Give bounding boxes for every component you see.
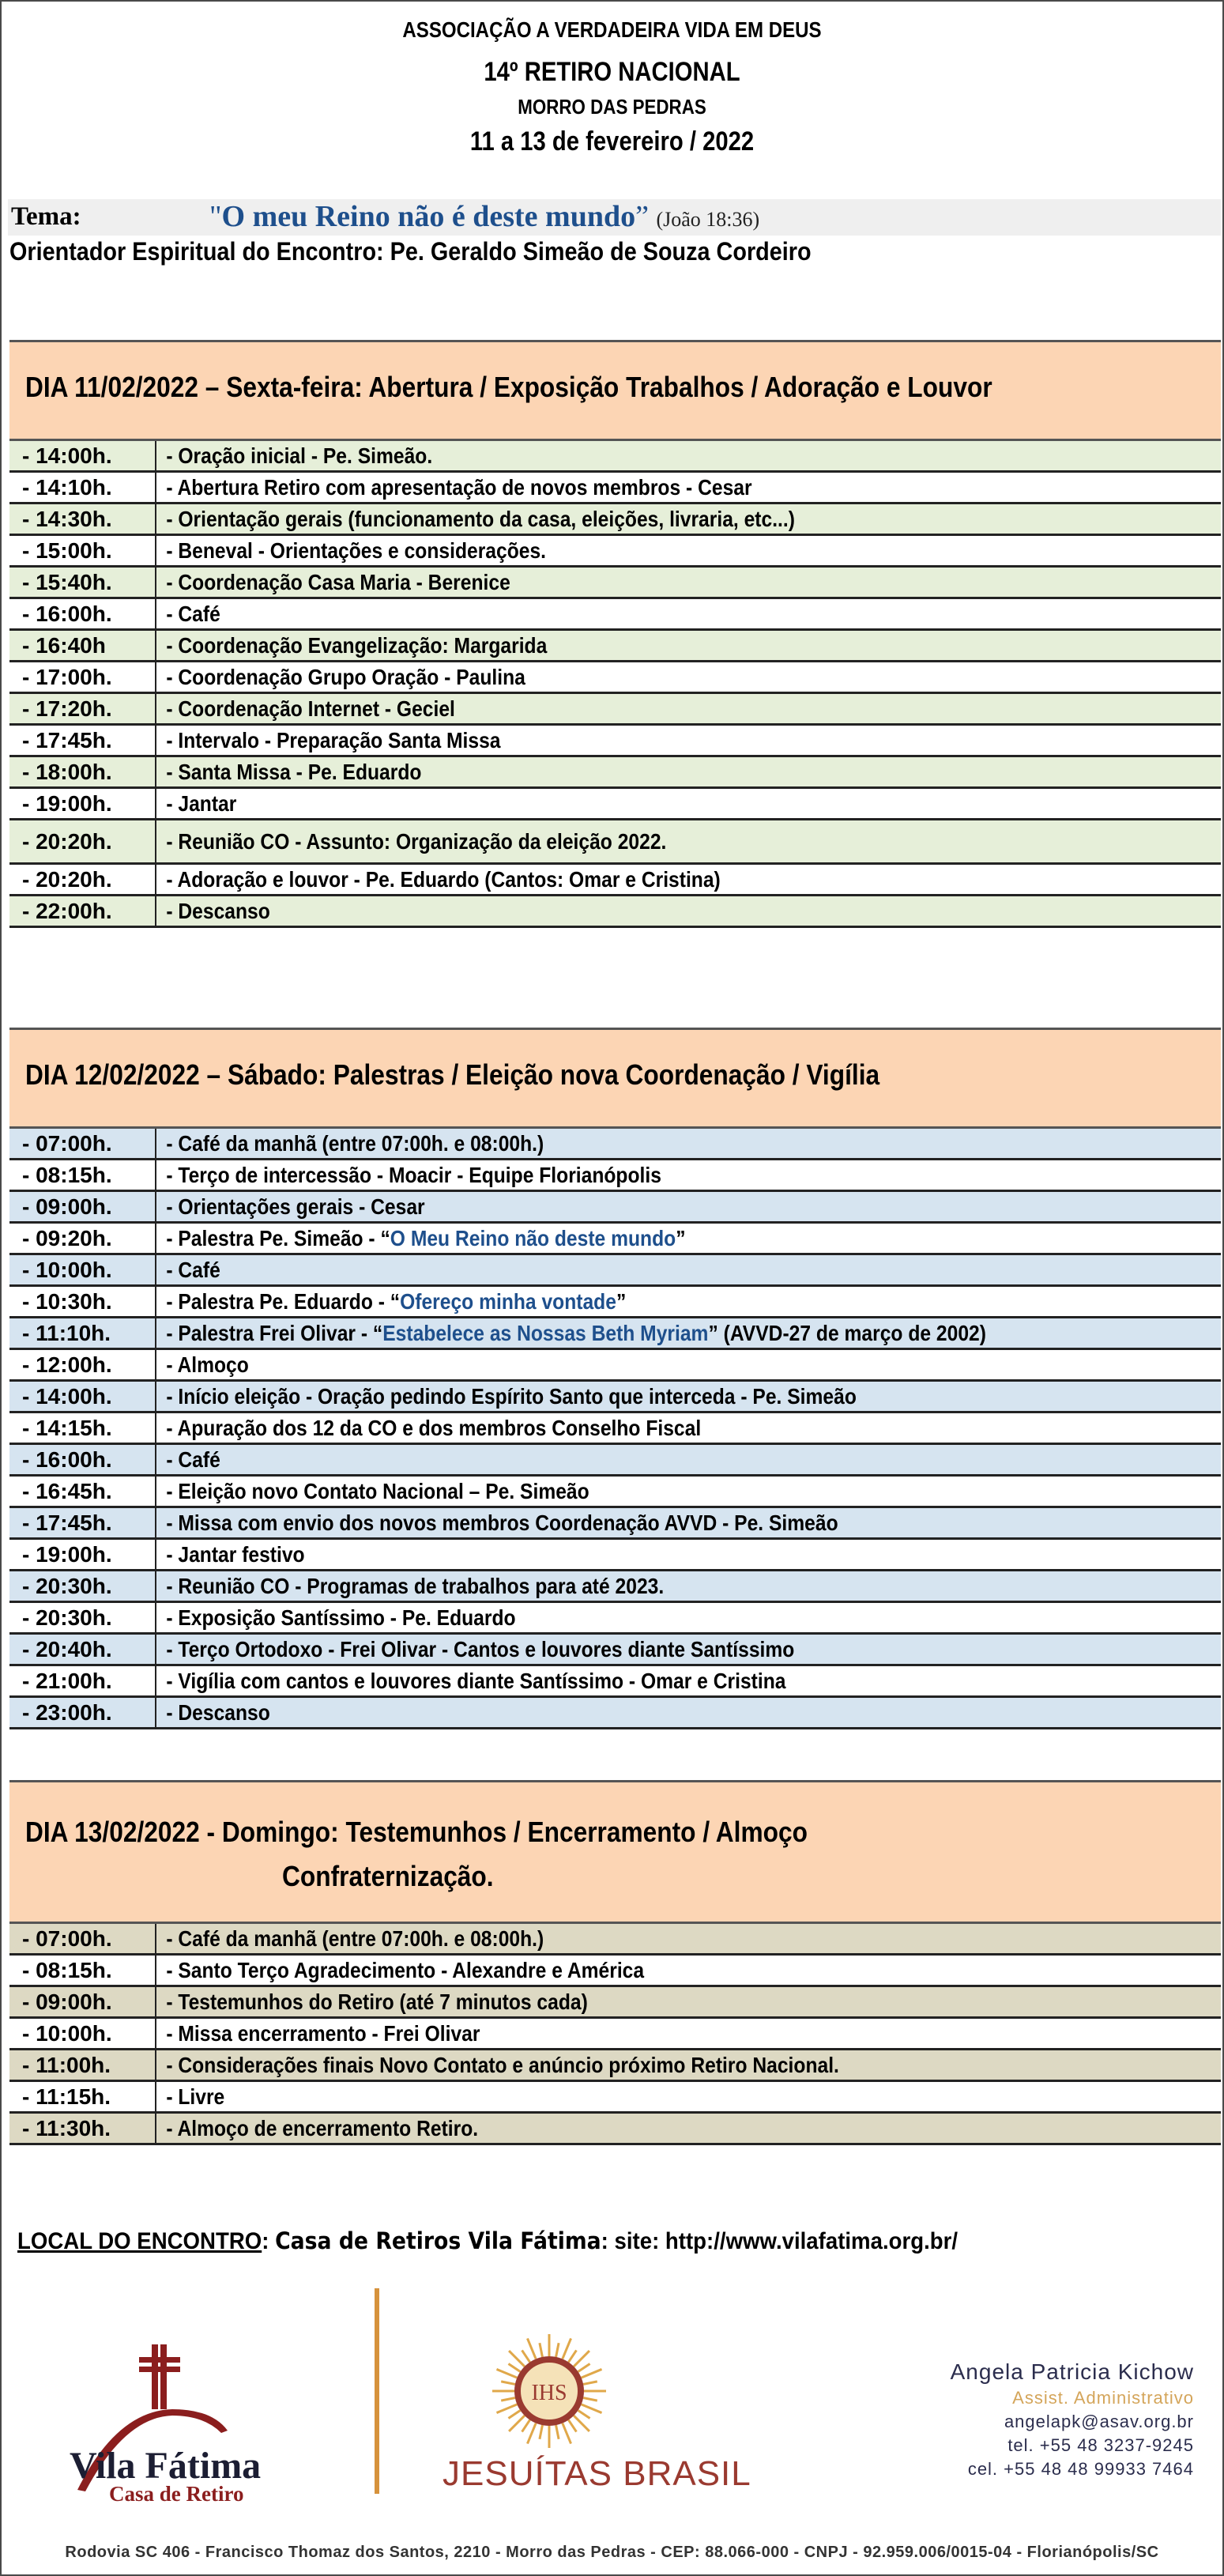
schedule-row — [9, 726, 1221, 757]
description-text: - Exposição Santíssimo - Pe. Eduardo — [166, 1605, 516, 1630]
schedule-time: - 14:15h. — [9, 1413, 156, 1443]
contact-role: Assist. Administrativo — [1012, 2388, 1194, 2408]
schedule-row — [9, 1477, 1221, 1508]
schedule-description — [156, 728, 500, 753]
description-text: - Terço Ortodoxo - Frei Olivar - Cantos e louvores diante Santíssimo — [166, 1636, 795, 1661]
association-name: ASSOCIAÇÃO A VERDADEIRA VIDA EM DEUS — [402, 17, 822, 42]
schedule-row — [9, 1666, 1221, 1698]
sun-ray — [563, 2423, 571, 2444]
sun-ray — [578, 2364, 590, 2372]
day-title: DIA 11/02/2022 – Sexta-feira: Abertura / Exposição Trabalhos / Adoração e Louvor — [25, 371, 992, 403]
event-title: 14º RETIRO NACIONAL — [484, 57, 740, 87]
schedule-time: - 09:20h. — [9, 1224, 156, 1253]
schedule-time: - 22:00h. — [9, 896, 156, 926]
sun-ray — [496, 2369, 517, 2378]
description-text: - Missa com envio dos novos membros Coordenação AVVD - Pe. Simeão — [166, 1510, 838, 1535]
description-text: - Terço de intercessão - Moacir - Equipe Florianópolis — [166, 1162, 661, 1187]
schedule-row — [9, 757, 1221, 789]
description-text: - Café — [166, 1446, 220, 1472]
schedule-description — [156, 602, 220, 627]
location-site[interactable]: : site: http://www.vilafatima.org.br/ — [601, 2228, 958, 2254]
schedule-time: - 10:00h. — [9, 1255, 156, 1284]
sun-ray — [508, 2410, 520, 2418]
schedule-description — [156, 443, 432, 469]
schedule-time: - 11:30h. — [9, 2114, 156, 2143]
schedule-time: - 15:40h. — [9, 568, 156, 597]
schedule-row — [9, 820, 1221, 865]
schedule-description — [156, 1990, 588, 2015]
schedule-time: - 14:00h. — [9, 1382, 156, 1411]
description-text: - Café — [166, 1257, 220, 1282]
schedule-row — [9, 662, 1221, 694]
schedule-description — [156, 2021, 480, 2046]
schedule-row — [9, 1508, 1221, 1540]
vila-fatima-subtitle: Casa de Retiro — [109, 2482, 244, 2506]
description-suffix: ” — [676, 1225, 686, 1250]
contact-name: Angela Patricia Kichow — [950, 2359, 1194, 2384]
schedule-row — [9, 789, 1221, 820]
schedule-row — [9, 504, 1221, 536]
sun-ray — [568, 2350, 576, 2362]
schedule-row — [9, 1287, 1221, 1318]
schedule-time: - 09:00h. — [9, 1987, 156, 2016]
schedule-description — [156, 1131, 544, 1156]
day-header — [9, 1780, 1221, 1924]
jesuitas-monogram: IHS — [531, 2381, 567, 2405]
theme-reference: (João 18:36) — [656, 208, 760, 231]
schedule-description — [156, 1352, 249, 1378]
sun-ray — [583, 2382, 597, 2385]
schedule-time: - 21:00h. — [9, 1666, 156, 1695]
schedule-description — [156, 867, 721, 892]
sun-ray — [522, 2350, 530, 2362]
schedule-description — [156, 1479, 589, 1504]
description-text: - Jantar festivo — [166, 1541, 305, 1567]
contact-phone: tel. +55 48 3237-9245 — [1007, 2435, 1194, 2455]
location-separator: : — [262, 2228, 276, 2254]
sun-ray — [568, 2420, 576, 2432]
schedule-time: - 17:20h. — [9, 694, 156, 723]
day-header — [9, 340, 1221, 441]
description-text: - Santa Missa - Pe. Eduardo — [166, 759, 422, 784]
description-text: - Reunião CO - Assunto: Organização da eleição 2022. — [166, 828, 667, 854]
location-place: Casa de Retiros Vila Fátima — [275, 2227, 601, 2254]
description-text: - Início eleição - Oração pedindo Espírito Santo que interceda - Pe. Simeão — [166, 1383, 857, 1409]
meeting-location — [17, 2227, 958, 2255]
schedule-time: - 08:15h. — [9, 1956, 156, 1985]
description-text: - Palestra Frei Olivar - “ — [166, 1320, 383, 1345]
schedule-time: - 12:00h. — [9, 1350, 156, 1379]
description-text: - Apuração dos 12 da CO e dos membros Conselho Fiscal — [166, 1415, 702, 1440]
schedule-description — [156, 475, 752, 500]
schedule-description — [156, 2084, 224, 2110]
schedule-description — [156, 1447, 220, 1473]
schedule-time: - 11:15h. — [9, 2082, 156, 2111]
schedule-time: - 07:00h. — [9, 1129, 156, 1158]
spiritual-advisor: Orientador Espiritual do Encontro: Pe. Geraldo Simeão de Souza Cordeiro — [9, 237, 812, 266]
day-section-1 — [9, 340, 1221, 928]
schedule-description — [156, 665, 525, 690]
contact-card — [951, 2359, 1194, 2480]
sun-ray — [501, 2398, 515, 2401]
schedule-time: - 11:00h. — [9, 2050, 156, 2080]
schedule-row — [9, 1540, 1221, 1571]
schedule-row — [9, 694, 1221, 726]
schedule-description — [156, 1289, 626, 1314]
schedule-row — [9, 536, 1221, 568]
sun-ray — [540, 2425, 543, 2439]
schedule-row — [9, 1160, 1221, 1192]
day-rows — [9, 441, 1221, 928]
description-text: - Abertura Retiro com apresentação de novos membros - Cesar — [166, 474, 752, 500]
sun-ray — [501, 2382, 515, 2385]
schedule-description — [156, 1321, 986, 1346]
description-text: - Vigília com cantos e louvores diante Santíssimo - Omar e Cristina — [166, 1668, 786, 1693]
schedule-time: - 17:45h. — [9, 1508, 156, 1537]
sun-ray — [578, 2410, 590, 2418]
schedule-time: - 23:00h. — [9, 1698, 156, 1727]
schedule-row — [9, 1698, 1221, 1729]
schedule-time: - 20:30h. — [9, 1603, 156, 1632]
description-text: - Café da manhã (entre 07:00h. e 08:00h.) — [166, 1925, 544, 1951]
schedule-time: - 17:00h. — [9, 662, 156, 692]
schedule-description — [156, 1163, 661, 1188]
sun-ray — [574, 2351, 589, 2367]
day-section-3 — [9, 1780, 1221, 2145]
description-text: - Almoço — [166, 1352, 249, 1377]
schedule-row — [9, 2114, 1221, 2145]
schedule-time: - 11:10h. — [9, 1318, 156, 1348]
description-text: - Coordenação Grupo Oração - Paulina — [166, 664, 525, 689]
talk-title: Estabelece as Nossas Beth Myriam — [382, 1320, 709, 1345]
schedule-description — [156, 2116, 478, 2141]
schedule-time: - 16:00h. — [9, 599, 156, 628]
schedule-description — [156, 760, 421, 785]
schedule-time: - 14:10h. — [9, 473, 156, 502]
description-text: - Café da manhã (entre 07:00h. e 08:00h.) — [166, 1130, 544, 1156]
sun-ray — [540, 2343, 543, 2357]
description-text: - Intervalo - Preparação Santa Missa — [166, 727, 501, 752]
schedule-description — [156, 1669, 785, 1694]
event-dates: 11 a 13 de fevereiro / 2022 — [469, 126, 755, 157]
description-text: - Eleição novo Contato Nacional – Pe. Simeão — [166, 1478, 589, 1503]
schedule-row — [9, 2050, 1221, 2082]
sun-ray — [574, 2416, 589, 2431]
schedule-description — [156, 1605, 516, 1631]
theme-close-quote: ” — [635, 200, 649, 233]
schedule-description — [156, 696, 455, 722]
day-rows — [9, 1924, 1221, 2145]
sun-ray — [496, 2404, 517, 2413]
schedule-row — [9, 568, 1221, 599]
schedule-time: - 18:00h. — [9, 757, 156, 786]
description-text: - Coordenação Internet - Geciel — [166, 696, 455, 721]
description-text: - Descanso — [166, 1699, 270, 1725]
description-text: - Coordenação Casa Maria - Berenice — [166, 569, 510, 594]
talk-title: O Meu Reino não deste mundo — [390, 1225, 676, 1250]
description-text: - Almoço de encerramento Retiro. — [166, 2115, 479, 2140]
schedule-time: - 19:00h. — [9, 789, 156, 818]
day-title-line2: Confraternização. — [282, 1860, 494, 1892]
schedule-row — [9, 599, 1221, 631]
sun-ray — [522, 2420, 530, 2432]
schedule-row — [9, 1255, 1221, 1287]
description-text: - Missa encerramento - Frei Olivar — [166, 2020, 480, 2046]
sun-ray — [509, 2351, 525, 2367]
description-text: - Beneval - Orientações e considerações. — [166, 537, 547, 563]
schedule-row — [9, 441, 1221, 473]
schedule-time: - 10:30h. — [9, 1287, 156, 1316]
schedule-time: - 07:00h. — [9, 1924, 156, 1953]
description-text: - Adoração e louvor - Pe. Eduardo (Cantos: Omar e Cristina) — [166, 866, 721, 892]
schedule-row — [9, 1956, 1221, 1987]
schedule-time: - 16:40h — [9, 631, 156, 660]
description-text: - Jantar — [166, 790, 237, 816]
schedule-row — [9, 1924, 1221, 1956]
description-text: - Considerações finais Novo Contato e anúncio próximo Retiro Nacional. — [166, 2052, 839, 2077]
schedule-time: - 17:45h. — [9, 726, 156, 755]
day-rows — [9, 1129, 1221, 1729]
schedule-description — [156, 1542, 305, 1567]
schedule-description — [156, 791, 236, 817]
day-title: DIA 12/02/2022 – Sábado: Palestras / Eleição nova Coordenação / Vigília — [25, 1058, 880, 1091]
theme-text: O meu Reino não é deste mundo — [221, 200, 636, 233]
theme-text-wrap — [209, 199, 759, 234]
description-text: - Café — [166, 601, 220, 626]
schedule-row — [9, 1987, 1221, 2019]
schedule-row — [9, 1413, 1221, 1445]
schedule-time: - 15:00h. — [9, 536, 156, 565]
schedule-row — [9, 1129, 1221, 1160]
sun-ray — [582, 2404, 602, 2413]
description-text: - Reunião CO - Programas de trabalhos para até 2023. — [166, 1573, 665, 1598]
theme-bar — [8, 199, 1221, 236]
schedule-time: - 08:15h. — [9, 1160, 156, 1190]
description-suffix: ” (AVVD-27 de março de 2002) — [708, 1320, 986, 1345]
theme-label: Tema: — [11, 202, 81, 231]
schedule-description — [156, 633, 547, 658]
footer-address: Rodovia SC 406 - Francisco Thomaz dos Santos, 2210 - Morro das Pedras - CEP: 88.066-000 - CNPJ - 92.959.006/0015-04 - Florianópolis/SC — [65, 2544, 1159, 2561]
schedule-row — [9, 1382, 1221, 1413]
schedule-row — [9, 1635, 1221, 1666]
contact-email[interactable]: angelapk@asav.org.br — [1004, 2412, 1194, 2431]
contact-mobile: cel. +55 48 48 99933 7464 — [967, 2459, 1194, 2479]
schedule-description — [156, 1416, 701, 1441]
schedule-description — [156, 507, 795, 532]
schedule-row — [9, 1445, 1221, 1477]
theme-open-quote: " — [209, 200, 222, 233]
schedule-row — [9, 2019, 1221, 2050]
description-text: - Descanso — [166, 898, 270, 923]
description-text: - Palestra Pe. Simeão - “ — [166, 1225, 390, 1250]
logo-divider — [375, 2288, 379, 2494]
schedule-description — [156, 1194, 425, 1220]
description-text: - Coordenação Evangelização: Margarida — [166, 632, 548, 658]
schedule-time: - 20:20h. — [9, 865, 156, 894]
sun-ray — [556, 2425, 559, 2439]
schedule-row — [9, 631, 1221, 662]
schedule-time: - 10:00h. — [9, 2019, 156, 2048]
schedule-row — [9, 1318, 1221, 1350]
schedule-description — [156, 538, 546, 564]
description-text: - Orientação gerais (funcionamento da casa, eleições, livraria, etc...) — [166, 506, 795, 531]
schedule-description — [156, 1926, 544, 1952]
day-section-2 — [9, 1028, 1221, 1729]
vila-fatima-name: Vila Fátima — [70, 2445, 262, 2487]
schedule-row — [9, 1350, 1221, 1382]
schedule-time: - 16:45h. — [9, 1477, 156, 1506]
sun-ray — [556, 2343, 559, 2357]
description-text: - Livre — [166, 2084, 225, 2109]
description-text: - Oração inicial - Pe. Simeão. — [166, 443, 433, 468]
day-title: DIA 13/02/2022 - Domingo: Testemunhos / Encerramento / Almoço — [25, 1816, 808, 1848]
schedule-description — [156, 829, 666, 854]
schedule-time: - 16:00h. — [9, 1445, 156, 1474]
schedule-row — [9, 473, 1221, 504]
jesuitas-name: JESUÍTAS BRASIL — [443, 2454, 751, 2493]
description-text: - Palestra Pe. Eduardo - “ — [166, 1288, 401, 1314]
sun-ray — [527, 2423, 536, 2444]
sun-ray — [583, 2398, 597, 2401]
schedule-description — [156, 1958, 644, 1983]
schedule-description — [156, 1574, 664, 1599]
schedule-description — [156, 1637, 794, 1662]
schedule-time: - 20:40h. — [9, 1635, 156, 1664]
schedule-description — [156, 1226, 686, 1251]
schedule-description — [156, 899, 270, 924]
schedule-description — [156, 1258, 220, 1283]
schedule-row — [9, 896, 1221, 928]
schedule-row — [9, 1224, 1221, 1255]
schedule-time: - 14:30h. — [9, 504, 156, 534]
sun-ray — [508, 2364, 520, 2372]
schedule-time: - 09:00h. — [9, 1192, 156, 1221]
description-text: - Testemunhos do Retiro (até 7 minutos cada) — [166, 1989, 588, 2014]
description-suffix: ” — [616, 1288, 627, 1314]
schedule-description — [156, 2053, 839, 2078]
sun-ray — [527, 2338, 536, 2359]
schedule-description — [156, 1700, 270, 1726]
talk-title: Ofereço minha vontade — [400, 1288, 616, 1314]
schedule-row — [9, 1571, 1221, 1603]
sun-ray — [563, 2338, 571, 2359]
description-text: - Santo Terço Agradecimento - Alexandre e América — [166, 1957, 645, 1982]
schedule-row — [9, 865, 1221, 896]
schedule-row — [9, 1603, 1221, 1635]
sun-ray — [509, 2416, 525, 2431]
location-label: LOCAL DO ENCONTRO — [17, 2228, 262, 2254]
schedule-time: - 14:00h. — [9, 441, 156, 470]
schedule-description — [156, 1511, 838, 1536]
schedule-row — [9, 1192, 1221, 1224]
jesuitas-sun-icon — [490, 2332, 608, 2450]
schedule-row — [9, 2082, 1221, 2114]
event-place: MORRO DAS PEDRAS — [518, 95, 706, 119]
description-text: - Orientações gerais - Cesar — [166, 1194, 425, 1219]
schedule-time: - 20:30h. — [9, 1571, 156, 1601]
schedule-description — [156, 1384, 857, 1409]
schedule-time: - 19:00h. — [9, 1540, 156, 1569]
sun-ray — [582, 2369, 602, 2378]
schedule-description — [156, 570, 510, 595]
day-header — [9, 1028, 1221, 1129]
schedule-time: - 20:20h. — [9, 820, 156, 862]
